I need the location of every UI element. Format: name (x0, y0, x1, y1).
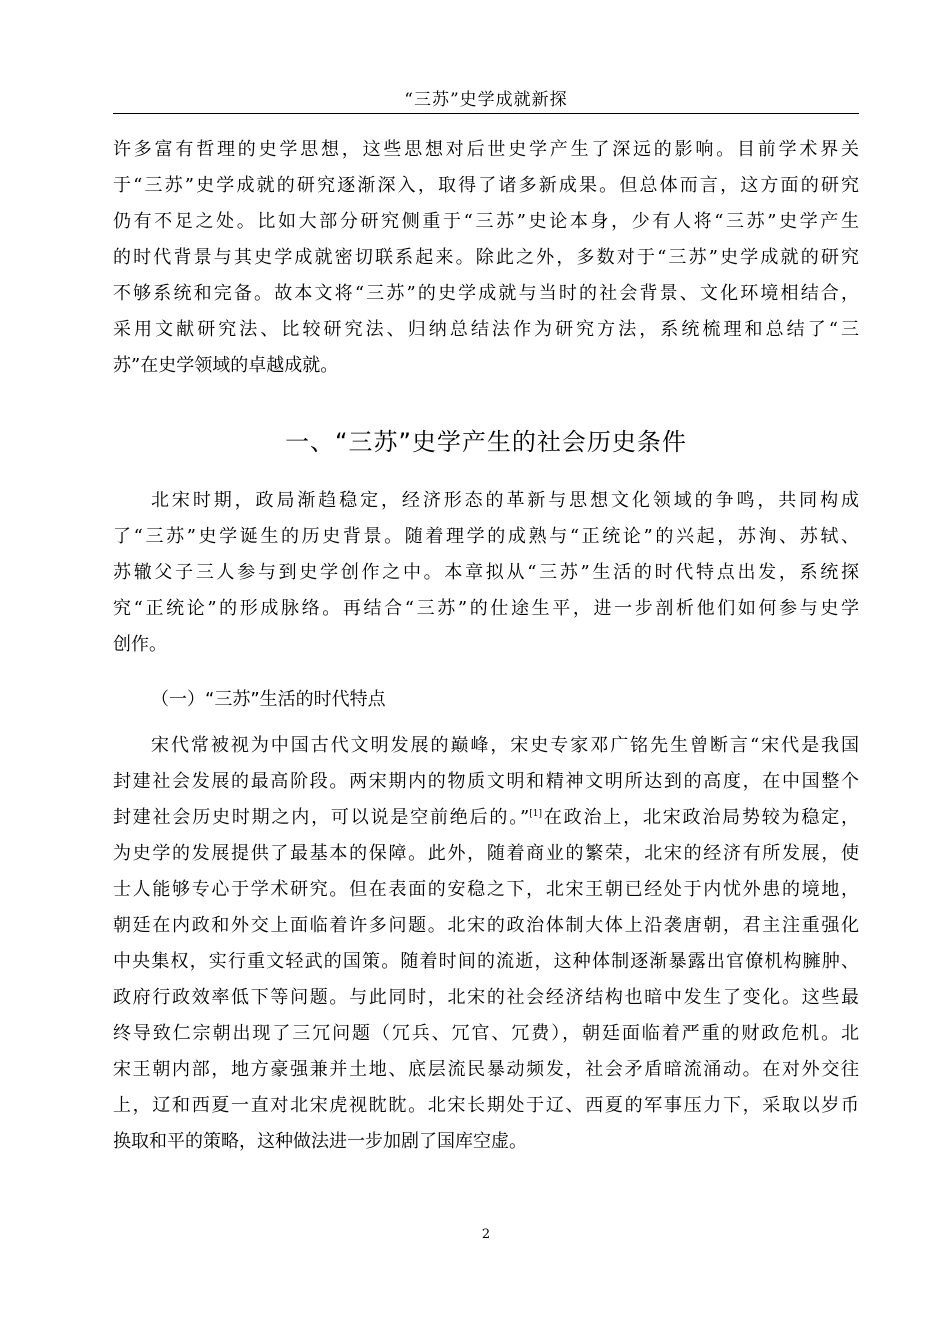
body-line: 换取和平的策略，这种做法进一步加剧了国库空虚。 (113, 1131, 527, 1152)
body-line: 究“正统论”的形成脉络。再结合“三苏”的仕途生平，进一步剖析他们如何参与史学 (113, 598, 862, 619)
chapter-heading: 一、“三苏”史学产生的社会历史条件 (285, 428, 687, 456)
body-line: 朝廷在内政和外交上面临着许多问题。北宋的政治体制大体上沿袭唐朝，君主注重强化 (113, 915, 861, 936)
page-number: 2 (481, 1227, 491, 1242)
body-line: 苏辙父子三人参与到史学创作之中。本章拟从“三苏”生活的时代特点出发，系统探 (113, 562, 862, 583)
body-line: 苏”在史学领域的卓越成就。 (113, 355, 339, 376)
header-rule (113, 113, 859, 114)
body-line: 宋代常被视为中国古代文明发展的巅峰，宋史专家邓广铭先生曾断言“宋代是我国 (151, 735, 861, 756)
citation-ref[interactable]: [1] (529, 809, 543, 819)
body-line: 政府行政效率低下等问题。与此同时，北宋的社会经济结构也暗中发生了变化。这些最 (113, 987, 861, 1008)
body-line: 不够系统和完备。故本文将“三苏”的史学成就与当时的社会背景、文化环境相结合， (113, 283, 862, 304)
body-line (113, 800, 859, 836)
body-line: 创作。 (113, 634, 167, 655)
body-line: 士人能够专心于学术研究。但在表面的安稳之下，北宋王朝已经处于内忧外患的境地， (113, 879, 861, 900)
body-line: 北宋时期，政局渐趋稳定，经济形态的革新与思想文化领域的争鸣，共同构成 (151, 490, 862, 511)
body-line: 了“三苏”史学诞生的历史背景。随着理学的成熟与“正统论”的兴起，苏洵、苏轼、 (113, 526, 862, 547)
body-line: 于“三苏”史学成就的研究逐渐深入，取得了诸多新成果。但总体而言，这方面的研究 (113, 175, 862, 196)
body-line: 采用文献研究法、比较研究法、归纳总结法作为研究方法，系统梳理和总结了“三 (113, 319, 863, 340)
body-line: 的时代背景与其史学成就密切联系起来。除此之外，多数对于“三苏”史学成就的研究 (113, 247, 862, 268)
body-line: 上，辽和西夏一直对北宋虎视眈眈。北宋长期处于辽、西夏的军事压力下，采取以岁币 (113, 1095, 861, 1116)
section-heading: （一）“三苏”生活的时代特点 (151, 689, 386, 710)
running-header: “三苏”史学成就新探 (404, 90, 568, 110)
body-line: 终导致仁宗朝出现了三冗问题（冗兵、冗官、冗费），朝廷面临着严重的财政危机。北 (113, 1023, 861, 1044)
quote-end-text: 封建社会历史时期之内，可以说是空前绝后的。” (113, 807, 530, 828)
body-line: 宋王朝内部，地方豪强兼并土地、底层流民暴动频发，社会矛盾暗流涌动。在对外交往 (113, 1059, 861, 1080)
body-line: 许多富有哲理的史学思想，这些思想对后世史学产生了深远的影响。目前学术界关 (113, 139, 862, 160)
body-line: 为史学的发展提供了最基本的保障。此外，随着商业的繁荣，北宋的经济有所发展，使 (113, 843, 861, 864)
body-line: 仍有不足之处。比如大部分研究侧重于“三苏”史论本身，少有人将“三苏”史学产生 (113, 211, 862, 232)
body-line: 中央集权，实行重文轻武的国策。随着时间的流逝，这种体制逐渐暴露出官僚机构臃肿、 (113, 951, 861, 972)
body-line: 封建社会发展的最高阶段。两宋期内的物质文明和精神文明所达到的高度，在中国整个 (113, 771, 861, 792)
body-text: 在政治上，北宋政治局势较为稳定， (542, 807, 860, 828)
